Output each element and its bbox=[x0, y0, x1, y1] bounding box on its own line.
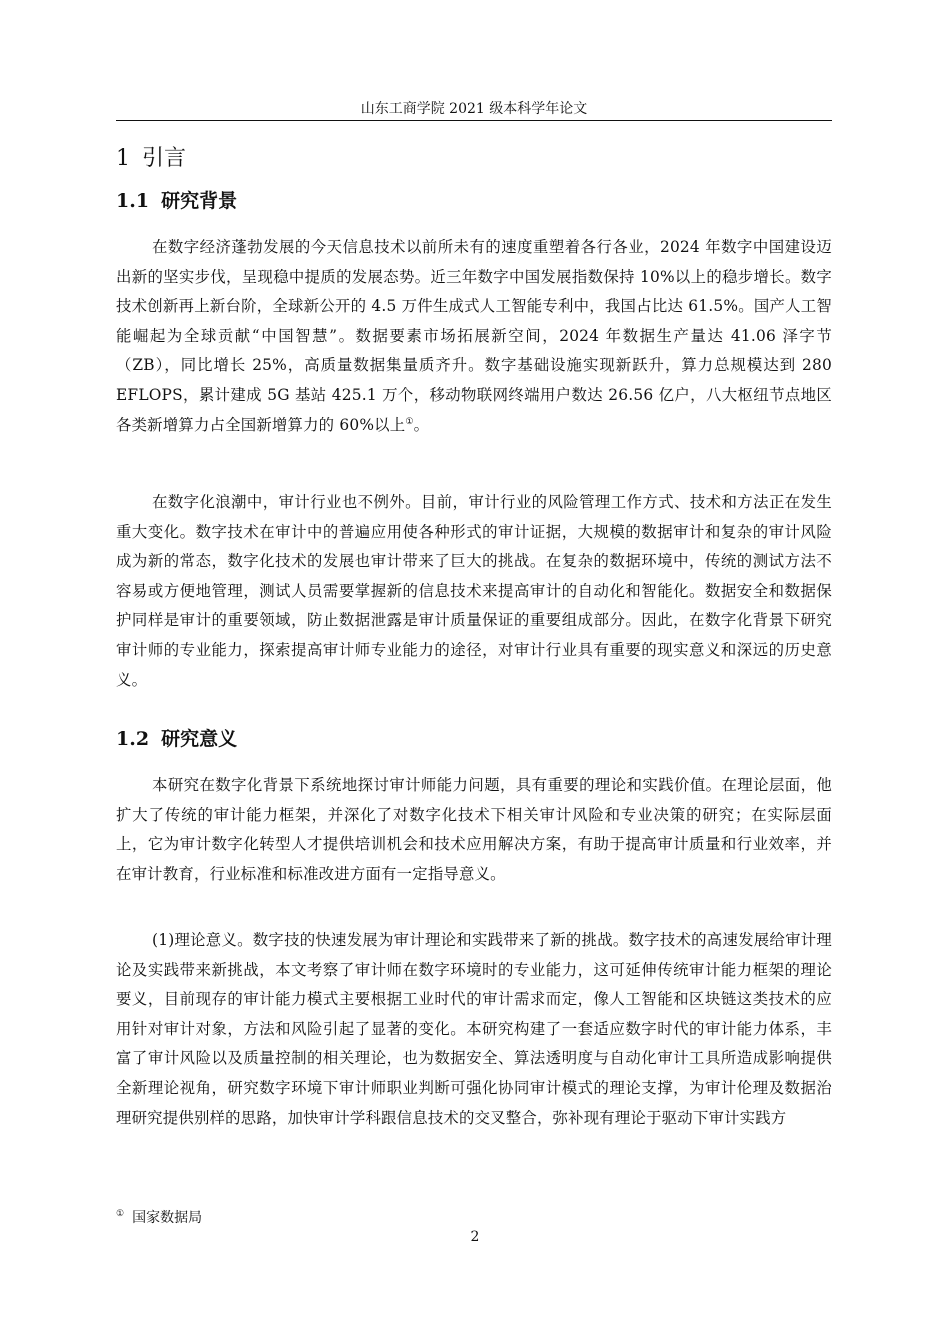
page-number: 2 bbox=[470, 1229, 480, 1245]
section-number: 1.2 bbox=[116, 728, 150, 750]
paragraph-end-punct: 。 bbox=[413, 415, 430, 434]
paragraph-significance-2 bbox=[116, 926, 832, 1133]
footnote bbox=[116, 1208, 202, 1228]
section-title: 研究背景 bbox=[161, 190, 238, 212]
paragraph-text: (1)理论意义。数字技的快速发展为审计理论和实践带来了新的挑战。数字技术的高速发展给审计理论及实践带来新挑战，本文考察了审计师在数字环境时的专业能力，这可延伸传统审计能力框架的理论要义，目前现存的审计能力模式主要根据工业时代的审计需求而定，像人工智能和区块链这类技术的应用针对审计对象，方法和风险引起了显著的变化。本研究构建了一套适应数字时代的审计能力体系，丰富了审计风险以及质量控制的相关理论，也为数据安全、算法透明度与自动化审计工具所造成影响提供全新理论视角，研究数字环境下审计师职业判断可强化协同审计模式的理论支撑，为审计伦理及数据治理研究提供别样的思路，加快审计学科跟信息技术的交叉整合，弥补现有理论于驱动下审计实践方 bbox=[116, 931, 832, 1127]
section-heading-background bbox=[116, 188, 237, 214]
running-header: 山东工商学院 2021 级本科学年论文 bbox=[360, 101, 588, 117]
paragraph-text: 在数字经济蓬勃发展的今天信息技术以前所未有的速度重塑着各行各业，2024 年数字中国建设迈出新的坚实步伐，呈现稳中提质的发展态势。近三年数字中国发展指数保持 10%以上的稳步增长。数字技术创新再上新台阶，全球新公开的 4.5 万件生成式人工智能专利中，我国占比达 61.5%。国产人工智能崛起为全球贡献“中国智慧”。数据要素市场拓展新空间，2024 年数据生产量达 41.06 泽字节（ZB），同比增长 25%，高质量数据集量质齐升。数字基础设施实现新跃升，算力总规模达到 280 EFLOPS，累计建成 5G 基站 425.1 万个，移动物联网终端用户数达 26.56 亿户，八大枢纽节点地区各类新增算力占全国新增算力的 60%以上 bbox=[116, 238, 832, 434]
paragraph-background-1 bbox=[116, 233, 832, 440]
footnote-reference[interactable]: ① bbox=[405, 416, 414, 427]
chapter-title: 引言 bbox=[142, 146, 187, 171]
footnote-mark: ① bbox=[116, 1209, 125, 1220]
footnote-text: 国家数据局 bbox=[132, 1210, 203, 1226]
chapter-heading bbox=[116, 144, 186, 174]
paragraph-text: 在数字化浪潮中，审计行业也不例外。目前，审计行业的风险管理工作方式、技术和方法正在发生重大变化。数字技术在审计中的普遍应用使各种形式的审计证据，大规模的数据审计和复杂的审计风险成为新的常态，数字化技术的发展也审计带来了巨大的挑战。在复杂的数据环境中，传统的测试方法不容易或方便地管理，测试人员需要掌握新的信息技术来提高审计的自动化和智能化。数据安全和数据保护同样是审计的重要领域，防止数据泄露是审计质量保证的重要组成部分。因此，在数字化背景下研究审计师的专业能力，探索提高审计师专业能力的途径，对审计行业具有重要的现实意义和深远的历史意义。 bbox=[116, 493, 832, 689]
section-title: 研究意义 bbox=[161, 728, 238, 750]
section-number: 1.1 bbox=[116, 190, 150, 212]
paragraph-text: 本研究在数字化背景下系统地探讨审计师能力问题，具有重要的理论和实践价值。在理论层面，他扩大了传统的审计能力框架，并深化了对数字化技术下相关审计风险和专业决策的研究；在实际层面上，它为审计数字化转型人才提供培训机会和技术应用解决方案，有助于提高审计质量和行业效率，并在审计教育，行业标准和标准改进方面有一定指导意义。 bbox=[116, 776, 832, 883]
header-rule bbox=[116, 120, 832, 121]
section-heading-significance bbox=[116, 726, 237, 752]
paragraph-background-2 bbox=[116, 488, 832, 695]
chapter-number: 1 bbox=[116, 146, 130, 171]
paragraph-significance-1 bbox=[116, 771, 832, 889]
